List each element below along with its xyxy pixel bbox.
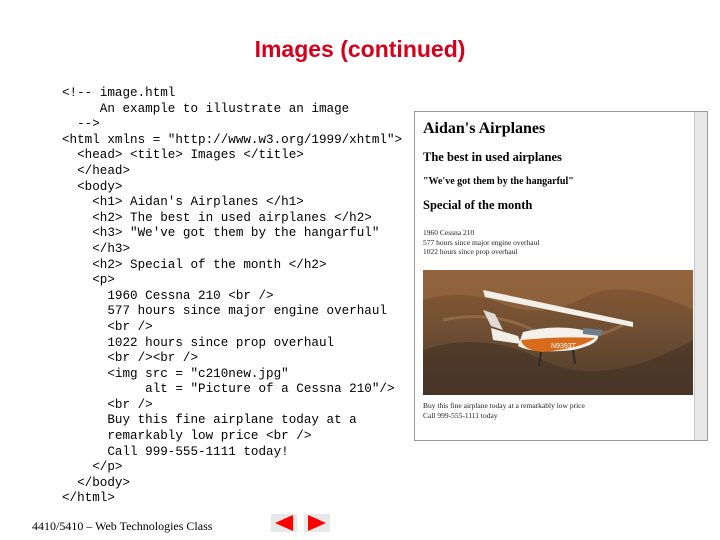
code-line: <h2> Special of the month </h2>	[62, 257, 327, 272]
code-line: <body>	[62, 179, 123, 194]
right-arrow-icon[interactable]	[304, 514, 330, 532]
code-line: </p>	[62, 460, 123, 475]
slide-title: Images (continued)	[254, 36, 466, 62]
airplane-photo	[423, 270, 693, 395]
code-line: </h3>	[62, 241, 131, 256]
code-line: An example to illustrate an image	[62, 101, 350, 116]
preview-caption	[423, 401, 585, 420]
code-line: </body>	[62, 475, 131, 490]
slide-footer: 4410/5410 – Web Technologies Class	[32, 519, 213, 533]
code-line: <!-- image.html	[62, 86, 176, 100]
code-line: <html xmlns = "http://www.w3.org/1999/xhtml">	[62, 132, 403, 147]
plane-registration: N9393T	[551, 343, 576, 350]
code-line: 577 hours since major engine overhaul	[62, 304, 387, 319]
spec-line: 577 hours since major engine overhaul	[423, 237, 540, 247]
caption-line: Buy this fine airplane today at a remarkably low price	[423, 401, 585, 410]
code-line: -->	[62, 117, 100, 132]
caption-line: Call 999-555-1111 today	[423, 410, 498, 420]
code-line: 1022 hours since prop overhaul	[62, 335, 335, 350]
code-line: <head> <title> Images </title>	[62, 148, 304, 163]
code-line: alt = "Picture of a Cessna 210"/>	[62, 382, 395, 397]
spec-line: 1960 Cessna 210	[423, 228, 475, 237]
preview-scrollbar[interactable]	[694, 112, 707, 440]
browser-preview	[414, 111, 708, 441]
code-line: remarkably low price <br />	[62, 429, 312, 444]
preview-heading-special: Special of the month	[423, 198, 533, 212]
code-line: <h3> "We've got them by the hangarful"	[62, 226, 380, 241]
left-arrow-icon[interactable]	[271, 514, 297, 532]
code-line: </head>	[62, 163, 131, 178]
preview-spec-text	[423, 228, 539, 257]
spec-line: 1022 hours since prop overhaul	[423, 247, 518, 256]
preview-heading-3: "We've got them by the hangarful"	[423, 176, 574, 187]
code-line: 1960 Cessna 210 <br />	[62, 288, 274, 303]
code-line: <br />	[62, 397, 153, 412]
code-line: Call 999-555-1111 today!	[62, 444, 289, 459]
code-line: </html>	[62, 491, 115, 506]
code-line: Buy this fine airplane today at a	[62, 413, 357, 428]
code-line: <img src = "c210new.jpg"	[62, 366, 289, 381]
code-line: <br />	[62, 319, 153, 334]
preview-heading-2: The best in used airplanes	[423, 150, 562, 164]
code-line: <br /><br />	[62, 351, 199, 366]
code-listing	[62, 86, 402, 507]
code-line: <h2> The best in used airplanes </h2>	[62, 210, 372, 225]
code-line: <h1> Aidan's Airplanes </h1>	[62, 195, 304, 210]
code-line: <p>	[62, 273, 115, 288]
preview-heading-1: Aidan's Airplanes	[423, 120, 546, 137]
